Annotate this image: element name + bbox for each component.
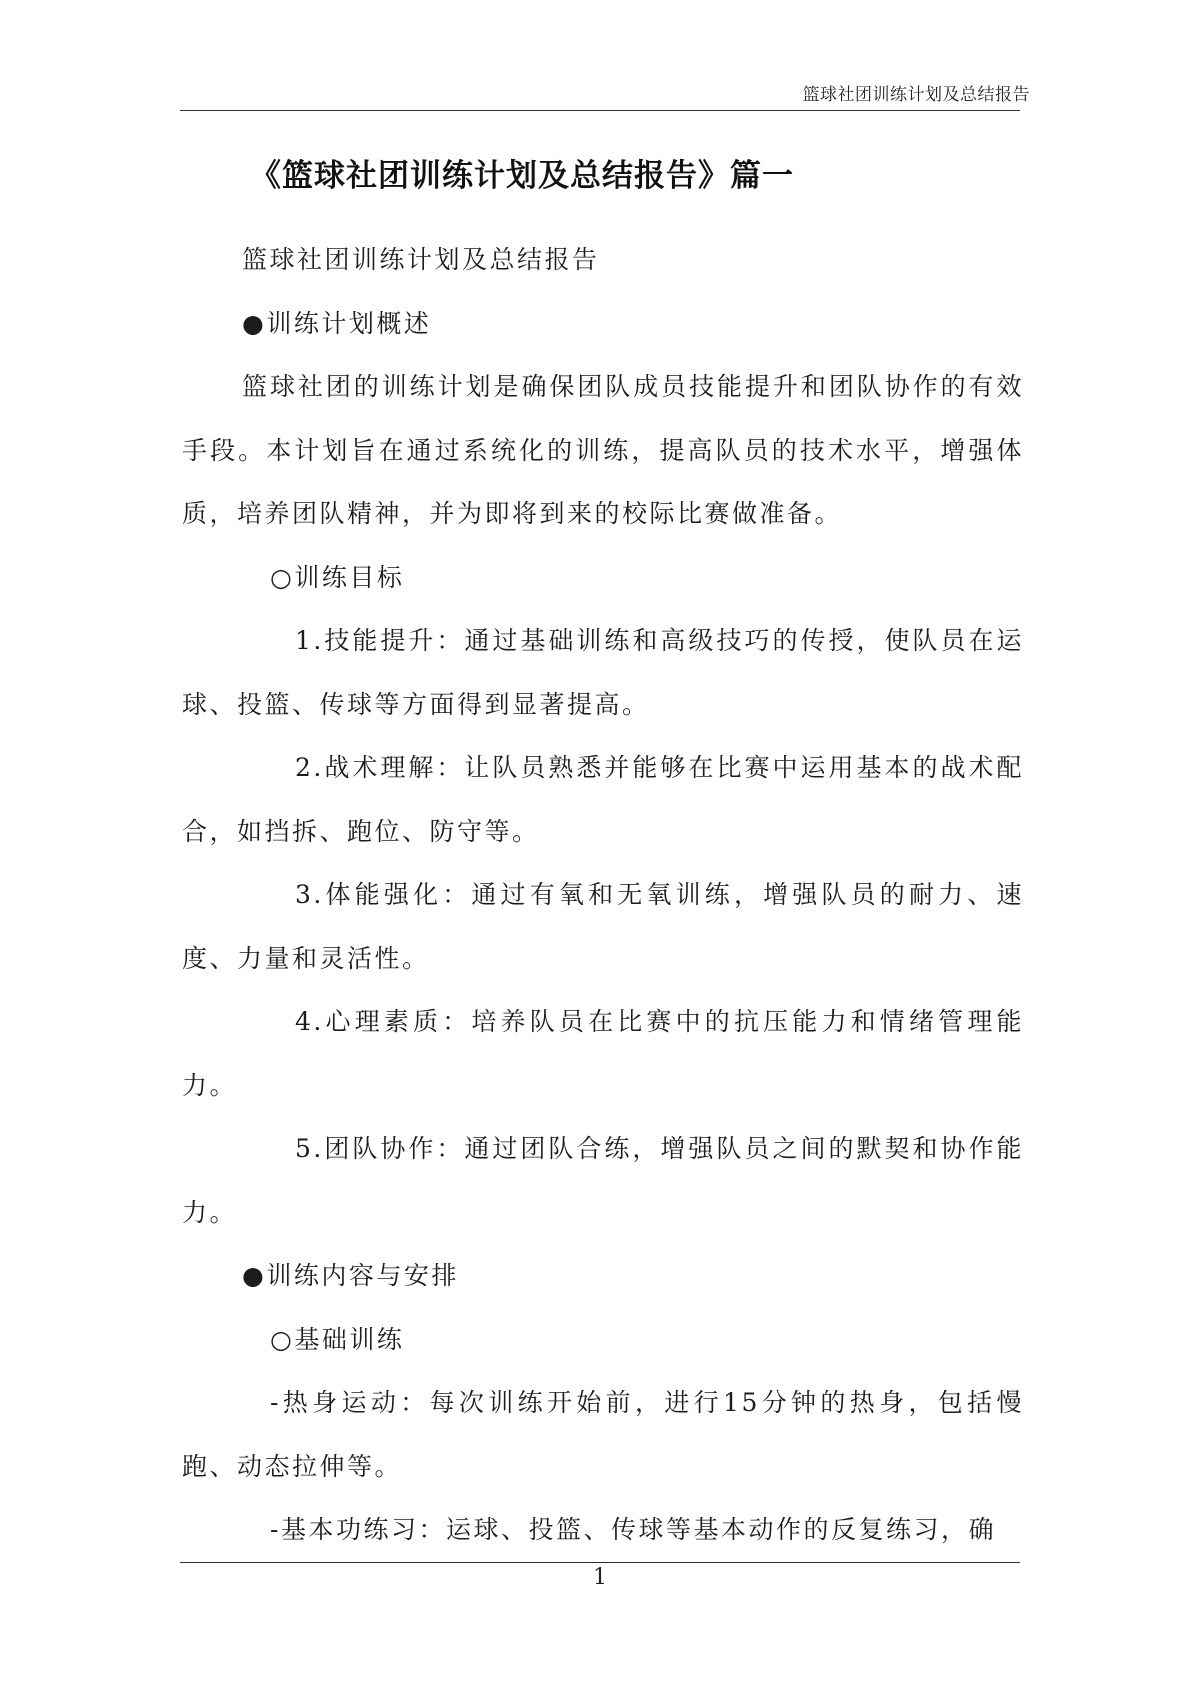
goal-item-2: 2.战术理解：让队员熟悉并能够在比赛中运用基本的战术配合，如挡拆、跑位、防守等。 [182, 753, 1024, 846]
document-title: 《篮球社团训练计划及总结报告》篇一 [250, 158, 794, 194]
goal-item-5: 5.团队协作：通过团队合练，增强队员之间的默契和协作能力。 [182, 1134, 1024, 1227]
goal-item-4: 4.心理素质：培养队员在比赛中的抗压能力和情绪管理能力。 [182, 1007, 1024, 1100]
subsection-heading-basic: ○基础训练 [270, 1324, 405, 1354]
basic-item-fundamentals: -基本功练习：运球、投篮、传球等基本动作的反复练习，确 [270, 1515, 996, 1544]
document-body [182, 228, 1024, 1562]
section-heading-content: ●训练内容与安排 [242, 1261, 459, 1290]
overview-paragraph: 篮球社团的训练计划是确保团队成员技能提升和团队协作的有效手段。本计划旨在通过系统化的训练，提高队员的技术水平，增强体质，培养团队精神，并为即将到来的校际比赛做准备。 [182, 372, 1024, 528]
subsection-heading-goals: ○训练目标 [270, 562, 405, 592]
goal-item-1: 1.技能提升：通过基础训练和高级技巧的传授，使队员在运球、投篮、传球等方面得到显著提高。 [182, 626, 1024, 719]
goal-item-3: 3.体能强化：通过有氧和无氧训练，增强队员的耐力、速度、力量和灵活性。 [182, 880, 1024, 973]
section-heading-overview: ●训练计划概述 [242, 308, 432, 338]
footer-rule [180, 1562, 1020, 1563]
header-rule [180, 110, 1020, 111]
page-number: 1 [593, 1565, 607, 1590]
running-header: 篮球社团训练计划及总结报告 [802, 85, 1030, 105]
subtitle-paragraph: 篮球社团训练计划及总结报告 [242, 245, 600, 274]
basic-item-warmup: -热身运动：每次训练开始前，进行15分钟的热身，包括慢跑、动态拉伸等。 [182, 1388, 1024, 1481]
